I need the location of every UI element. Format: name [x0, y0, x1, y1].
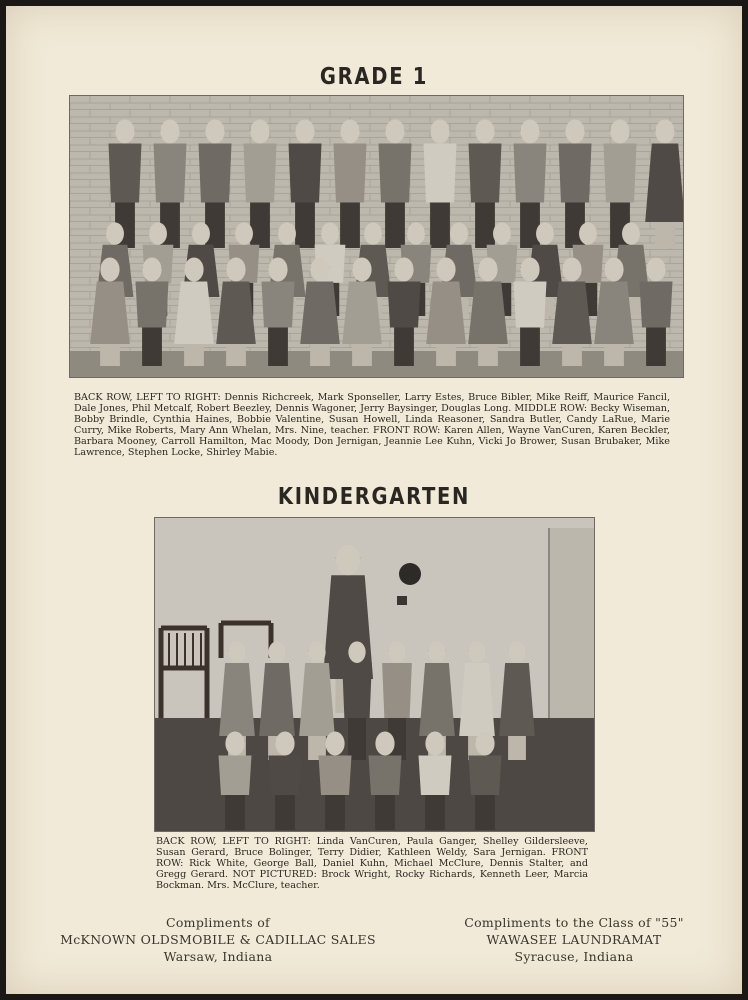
- kindergarten-caption-front: FRONT ROW: Rick White, George Ball, Daniel Kuhn, Michael McClure, Dennis Stalter, and Gregg Gerard.: [156, 847, 588, 880]
- grade1-class-photo: [70, 96, 683, 377]
- ad-location: Syracuse, Indiana: [514, 949, 634, 964]
- ad-business-name: WAWASEE LAUNDRAMAT: [486, 932, 662, 947]
- kindergarten-caption-not-pictured: NOT PICTURED: Brock Wright, Rocky Richards, Kenneth Leer, Marcia Bockman. Mrs. McClure, teacher.: [156, 869, 588, 891]
- grade1-heading: GRADE 1: [319, 64, 429, 90]
- kindergarten-caption: [156, 836, 588, 891]
- grade1-caption-front: FRONT ROW: Karen Allen, Wayne VanCuren, Karen Beckler, Barbara Mooney, Carroll Hamilton, Mac Moody, Don Jernigan, Jeannie Lee Kuhn, Vicki Jo Brower, Susan Brubaker, Mike Lawrence, Stephen Locke, Shirley Mabie.: [74, 425, 670, 458]
- ad-mcknown-oldsmobile: [28, 914, 408, 965]
- grade1-caption: [74, 392, 670, 458]
- kindergarten-caption-back: BACK ROW, LEFT TO RIGHT: Linda VanCuren, Paula Ganger, Shelley Gildersleeve, Susan Gerard, Bruce Bolinger, Terry Didier, Kathleen Weldy, Sara Jernigan.: [156, 836, 588, 858]
- ad-location: Warsaw, Indiana: [163, 949, 273, 964]
- ad-line: Compliments of: [165, 915, 270, 930]
- yearbook-page: [6, 6, 742, 994]
- ad-business-name: McKNOWN OLDSMOBILE & CADILLAC SALES: [60, 932, 376, 947]
- kindergarten-heading: KINDERGARTEN: [277, 484, 471, 510]
- ad-line: Compliments to the Class of "55": [464, 915, 684, 930]
- grade1-caption-back: BACK ROW, LEFT TO RIGHT: Dennis Richcreek, Mark Sponseller, Larry Estes, Bruce Bibler, Mike Reiff, Maurice Fancil, Dale Jones, Phil Metcalf, Robert Beezley, Dennis Wagoner, Jerry Baysinger, Douglas Long.: [74, 392, 670, 414]
- ad-wawasee-laundramat: [424, 914, 724, 965]
- kindergarten-class-photo: [155, 518, 594, 831]
- grade1-caption-middle: MIDDLE ROW: Becky Wiseman, Bobby Brindle, Cynthia Haines, Bobbie Valentine, Susan Howell, Linda Reasoner, Sandra Butler, Candy LaRue, Marie Curry, Mike Roberts, Mary Ann Whelan, Mrs. Nine, teacher.: [74, 403, 671, 436]
